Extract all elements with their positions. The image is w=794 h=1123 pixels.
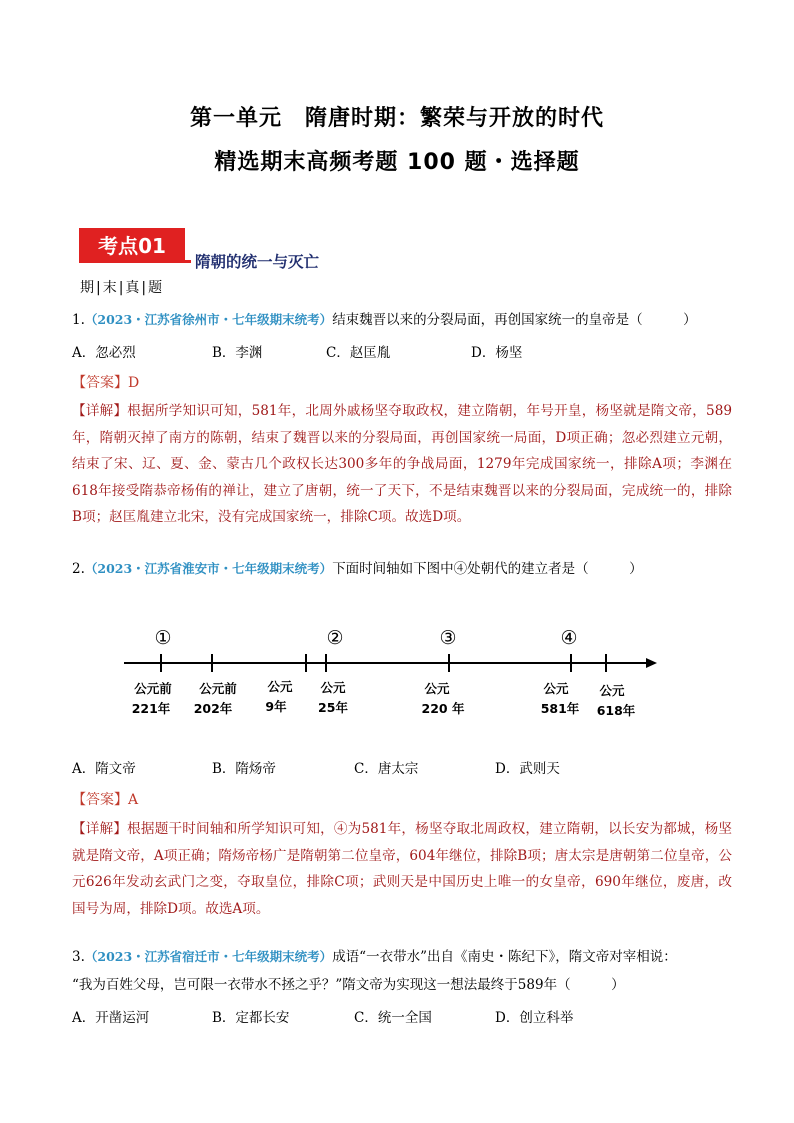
tick-label-bottom: 581年	[540, 701, 580, 716]
question-3-stem-cont: “我为百姓父母，岂可限一衣带水不拯之乎？”隋文帝为实现这一想法最终于589年（ ）	[72, 977, 625, 993]
option-a: A．开凿运河	[72, 1010, 150, 1026]
tick-label-bottom: 202年	[193, 701, 233, 716]
question-2-stem	[72, 559, 643, 579]
option-c: C．唐太宗	[354, 761, 419, 777]
tick-label-top: 公元	[543, 681, 569, 696]
question-number: 1.	[72, 312, 85, 328]
timeline-figure	[0, 615, 794, 730]
option-b: B．隋炀帝	[212, 761, 276, 777]
detail-label: 【详解】	[72, 403, 128, 419]
circle-label-2: ②	[326, 627, 344, 649]
tick-label-bottom: 618年	[596, 703, 636, 718]
detail-text: 根据所学知识可知，581年，北周外戚杨坚夺取政权，建立隋朝，年号开皇，杨坚就是隋文帝，589年，隋朝灭掉了南方的陈朝，结束了魏晋以来的分裂局面，再创国家统一局面，D项正确；忽必烈建立元朝，结束了宋、辽、夏、金、蒙古几个政权长达300多年的争战局面，1279年完成国家统一，排除A项；李渊在618年接受隋恭帝杨侑的禅让，建立了唐朝，统一了天下，不是结束魏晋以来的分裂局面，完成统一的，排除B项；赵匡胤建立北宋，没有完成国家统一，排除C项。故选D项。	[72, 403, 733, 525]
question-source: （2023・江苏省宿迁市・七年级期末统考）	[84, 949, 333, 964]
tick-label-top: 公元前	[199, 681, 237, 696]
answer-label: 【答案】	[72, 375, 128, 391]
question-source: （2023・江苏省徐州市・七年级期末统考）	[84, 312, 333, 327]
option-b: B．李渊	[212, 345, 263, 361]
tick-label-bottom: 25年	[318, 700, 348, 715]
tick-label-top: 公元	[267, 679, 293, 694]
option-d: D．创立科举	[495, 1010, 574, 1026]
detail-text: 根据题干时间轴和所学知识可知，④为581年，杨坚夺取北周政权，建立隋朝，以长安为都城，杨坚就是隋文帝，A项正确；隋炀帝杨广是隋朝第二位皇帝，604年继位，排除B项；唐太宗是唐朝第二位皇帝，公元626年发动玄武门之变，夺取皇位，排除C项；武则天是中国历史上唯一的女皇帝，690年继位，废唐，改国号为周，排除D项。故选A项。	[72, 821, 732, 917]
answer-1	[72, 372, 139, 392]
badge-underline	[79, 260, 191, 263]
detail-label: 【详解】	[72, 821, 128, 837]
option-a: A．隋文帝	[72, 761, 136, 777]
tick-label-bottom: 220 年	[421, 701, 465, 716]
document-title: 第一单元 隋唐时期：繁荣与开放的时代	[189, 106, 604, 131]
option-c: C．统一全国	[354, 1010, 432, 1026]
option-b: B．定都长安	[212, 1010, 290, 1026]
tick-label-top: 公元	[320, 680, 346, 695]
answer-value: D	[128, 375, 140, 391]
document-subtitle: 精选期末高频考题 100 题・选择题	[214, 150, 580, 175]
question-text: 结束魏晋以来的分裂局面，再创国家统一的皇帝是（ ）	[332, 312, 697, 328]
answer-value: A	[128, 792, 139, 808]
topic-title: 隋朝的统一与灭亡	[195, 253, 320, 271]
question-text: 下面时间轴如下图中④处朝代的建立者是（ ）	[332, 561, 643, 577]
option-a: A．忽必烈	[72, 345, 136, 361]
circle-label-1: ①	[154, 627, 172, 649]
circle-label-4: ④	[560, 627, 578, 649]
question-3-stem	[72, 947, 677, 967]
exam-tag: 期|末|真|题	[80, 280, 165, 296]
tick-label-top: 公元	[424, 681, 450, 696]
detail-2	[72, 816, 732, 922]
answer-2	[72, 789, 138, 809]
question-number: 2.	[72, 561, 85, 577]
tick-label-top: 公元前	[134, 681, 172, 696]
topic-badge: 考点01	[79, 228, 185, 260]
detail-1	[72, 398, 732, 531]
question-source: （2023・江苏省淮安市・七年级期末统考）	[84, 561, 333, 576]
tick-label-bottom: 221年	[131, 701, 171, 716]
circle-label-3: ③	[439, 627, 457, 649]
tick-label-top: 公元	[599, 683, 625, 698]
question-number: 3.	[72, 949, 85, 965]
option-d: D．武则天	[495, 761, 560, 777]
timeline-arrow	[646, 658, 657, 668]
question-text: 成语“一衣带水”出自《南史・陈纪下》，隋文帝对宰相说：	[332, 949, 677, 965]
tick-label-bottom: 9年	[265, 699, 287, 714]
option-d: D．杨坚	[471, 345, 523, 361]
answer-label: 【答案】	[72, 792, 128, 808]
option-c: C．赵匡胤	[326, 345, 391, 361]
question-1-stem	[72, 310, 697, 330]
